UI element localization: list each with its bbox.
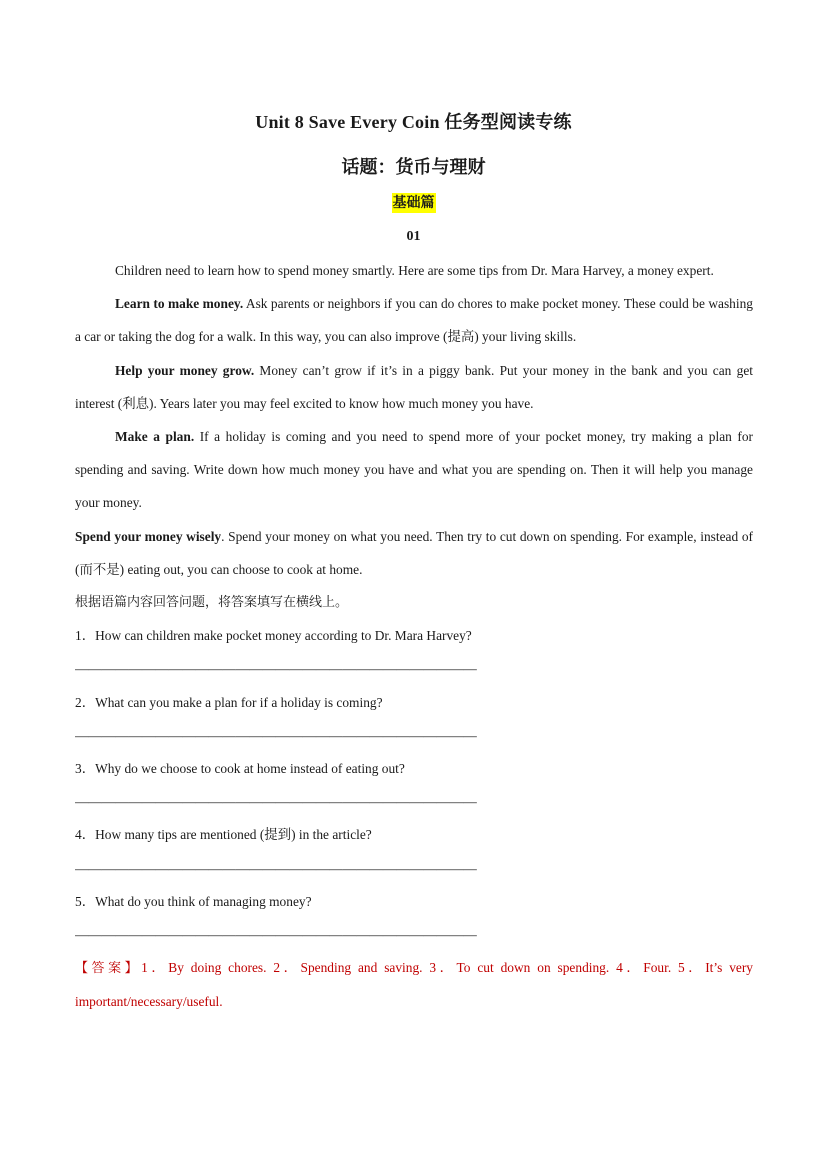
level-wrapper bbox=[0, 193, 827, 213]
question-number: 3． bbox=[75, 761, 96, 777]
topic-heading: 话题：货币与理财 bbox=[341, 157, 486, 177]
tip-paragraph bbox=[75, 520, 753, 586]
answer-line[interactable]: —————————————————————————————— bbox=[75, 794, 477, 810]
question-text: Why do we choose to cook at home instead of eating out? bbox=[95, 761, 405, 777]
document-body bbox=[75, 254, 753, 1019]
tip-text: If a holiday is coming and you need to spend more of your pocket money, try making a plan for spending and saving. Write down how much money you have and what you are spending on. Then it will help you manage your money. bbox=[75, 429, 753, 511]
instructions: 根据语篇内容回答问题，将答案填写在横线上。 bbox=[75, 595, 349, 611]
tip-paragraph bbox=[75, 420, 753, 520]
question-number: 2． bbox=[75, 694, 96, 710]
question bbox=[75, 818, 753, 851]
answer-key bbox=[75, 951, 753, 1018]
level-badge: 基础篇 bbox=[392, 195, 435, 211]
tip-text: Ask parents or neighbors if you can do chores to make pocket money. These could be washing a car or taking the dog for a walk. In this way, you can also improve (提高) your living skills. bbox=[75, 296, 753, 345]
section-number: 01 bbox=[406, 229, 421, 244]
question bbox=[75, 752, 753, 785]
tip-heading: Help your money grow. bbox=[115, 362, 255, 378]
question-text: How many tips are mentioned (提到) in the article? bbox=[95, 827, 372, 843]
tip-text: Money can’t grow if it’s in a piggy bank. Put your money in the bank and you can get interest (利息). Years later you may feel excited to know how much money you have. bbox=[75, 362, 753, 411]
tip-paragraph bbox=[75, 287, 753, 353]
question bbox=[75, 885, 753, 918]
answer-line[interactable]: —————————————————————————————— bbox=[75, 727, 477, 743]
tip-heading: Make a plan. bbox=[115, 429, 195, 445]
question bbox=[75, 686, 753, 719]
tip-paragraph bbox=[75, 354, 753, 420]
answer-text: 1．By doing chores. 2．Spending and saving. 3．To cut down on spending. 4．Four. 5．It’s very important/necessary/useful. bbox=[75, 960, 753, 1010]
passage-intro: Children need to learn how to spend money smartly. Here are some tips from Dr. Mara Harvey, a money expert. bbox=[115, 263, 714, 278]
page-title: Unit 8 Save Every Coin 任务型阅读专练 bbox=[255, 112, 572, 132]
answer-line[interactable]: —————————————————————————————— bbox=[75, 860, 477, 876]
answer-label: 【答案】 bbox=[75, 961, 142, 977]
question-text: What do you think of managing money? bbox=[95, 893, 312, 909]
question-text: What can you make a plan for if a holiday is coming? bbox=[95, 694, 383, 710]
answer-line[interactable]: —————————————————————————————— bbox=[75, 661, 477, 677]
question-text: How can children make pocket money according to Dr. Mara Harvey? bbox=[95, 628, 472, 644]
tip-heading: Learn to make money. bbox=[115, 296, 244, 312]
tip-heading: Spend your money wisely bbox=[75, 528, 222, 544]
question-number: 5． bbox=[75, 893, 96, 909]
question-number: 4． bbox=[75, 827, 96, 843]
tip-text: . Spend your money on what you need. Then try to cut down on spending. For example, instead of (而不是) eating out, you can choose to cook at home. bbox=[75, 528, 753, 577]
question-number: 1． bbox=[75, 628, 96, 644]
answer-line[interactable]: —————————————————————————————— bbox=[75, 927, 477, 943]
question bbox=[75, 619, 753, 652]
